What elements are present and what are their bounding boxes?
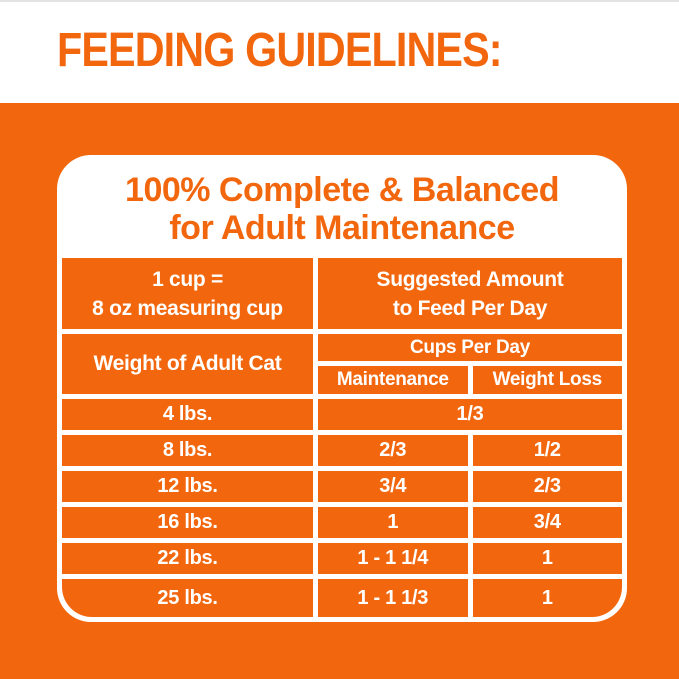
suggested-amount-line1: Suggested Amount	[376, 267, 564, 291]
table-row	[62, 471, 622, 502]
weight-loss-cell: 3/4	[473, 507, 623, 538]
table-row	[62, 399, 622, 430]
maintenance-cell: 1 - 1 1/4	[318, 543, 468, 574]
amount-cells	[318, 543, 622, 574]
amount-cells	[318, 471, 622, 502]
weight-loss-cell: 1	[473, 579, 623, 617]
sub-header-row	[318, 366, 622, 394]
suggested-amount-cell	[318, 258, 622, 329]
amount-cells	[318, 579, 622, 617]
maintenance-cell: 1	[318, 507, 468, 538]
suggested-amount-line2: to Feed Per Day	[392, 296, 548, 320]
weight-cell: 12 lbs.	[62, 471, 313, 502]
feeding-table	[62, 258, 622, 617]
weight-cell: 16 lbs.	[62, 507, 313, 538]
cup-info-cell	[62, 258, 313, 329]
banner	[0, 0, 679, 103]
page-title: FEEDING GUIDELINES:	[57, 24, 502, 77]
weight-cell: 25 lbs.	[62, 579, 313, 617]
cups-per-day-header-cell: Cups Per Day	[318, 334, 622, 361]
orange-panel	[0, 103, 679, 679]
card-heading	[62, 160, 622, 258]
guidelines-card	[57, 155, 627, 622]
amount-span-cell: 1/3	[318, 399, 622, 430]
table-row	[62, 435, 622, 466]
table-row	[62, 543, 622, 574]
weight-loss-cell: 1/2	[473, 435, 623, 466]
weight-loss-cell: 1	[473, 543, 623, 574]
amount-cells	[318, 435, 622, 466]
maintenance-cell: 3/4	[318, 471, 468, 502]
weight-cell: 22 lbs.	[62, 543, 313, 574]
card-heading-line2: for Adult Maintenance	[169, 209, 515, 247]
weight-loss-cell: 2/3	[473, 471, 623, 502]
maintenance-cell: 2/3	[318, 435, 468, 466]
cups-per-day-group	[318, 334, 622, 394]
maintenance-cell: 1 - 1 1/3	[318, 579, 468, 617]
amount-cells	[318, 507, 622, 538]
table-row	[62, 579, 622, 617]
cup-info-line1: 1 cup =	[152, 267, 223, 291]
card-heading-line1: 100% Complete & Balanced	[125, 171, 559, 209]
table-header-row-1	[62, 258, 622, 329]
weight-cell: 8 lbs.	[62, 435, 313, 466]
weight-column-header-cell: Weight of Adult Cat	[62, 334, 313, 394]
cup-info-line2: 8 oz measuring cup	[92, 296, 283, 320]
maintenance-header-cell: Maintenance	[318, 366, 468, 394]
table-header-row-2	[62, 334, 622, 394]
table-row	[62, 507, 622, 538]
weight-loss-header-cell: Weight Loss	[473, 366, 623, 394]
weight-cell: 4 lbs.	[62, 399, 313, 430]
